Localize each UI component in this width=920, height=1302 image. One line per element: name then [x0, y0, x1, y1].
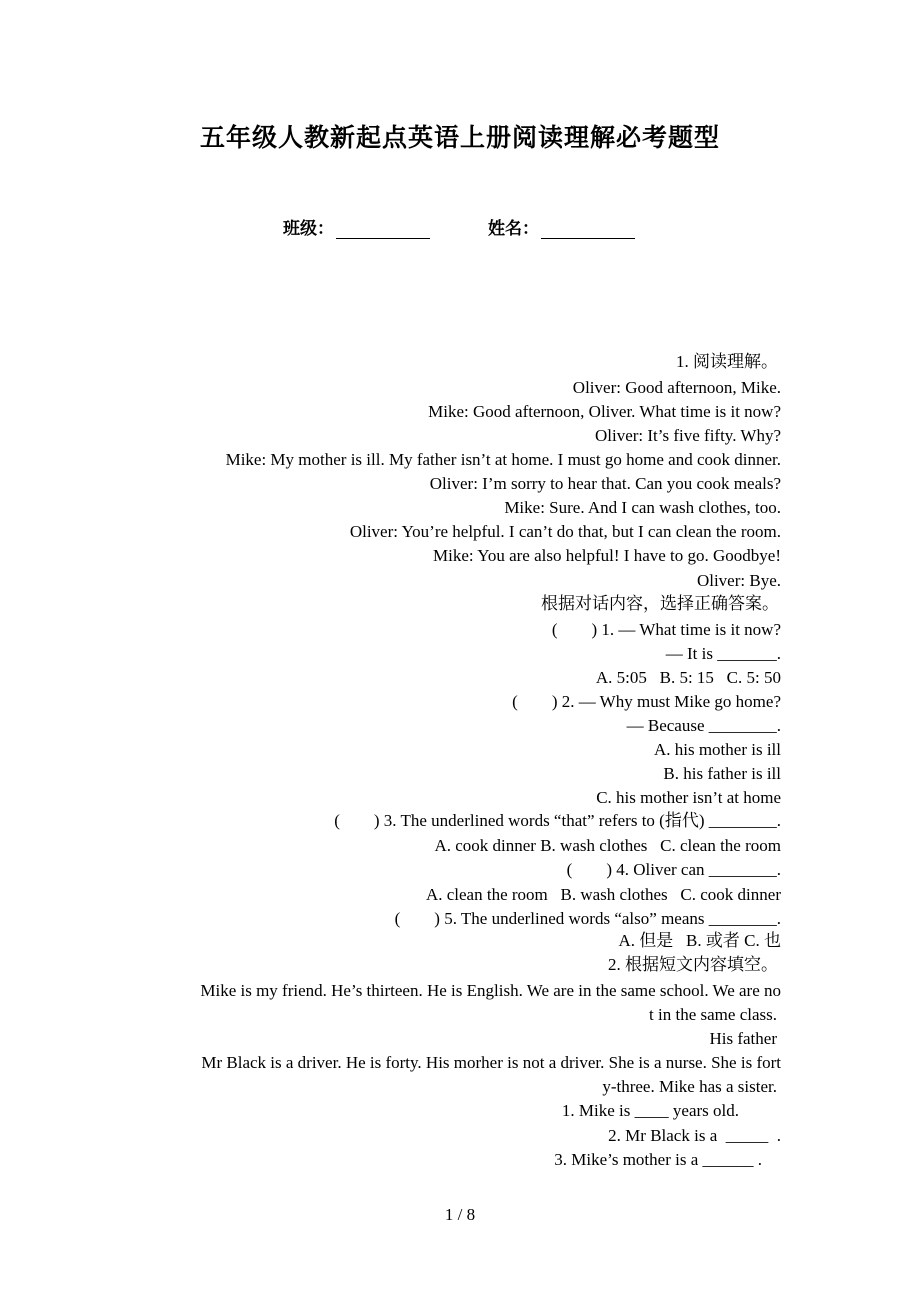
- question: ( ) 1. — What time is it now?: [551, 620, 781, 639]
- name-field: [488, 214, 635, 239]
- passage-line: Mike is my friend. He’s thirteen. He is English. We are in the same school. We are no: [200, 981, 781, 1000]
- question-options: A. 5:05 B. 5: 15 C. 5: 50: [595, 668, 781, 687]
- name-blank: [541, 222, 635, 239]
- question-line: — Because ________.: [626, 716, 781, 735]
- section-heading: 2. 根据短文内容填空。: [608, 955, 778, 974]
- question: ( ) 2. — Why must Mike go home?: [512, 692, 781, 711]
- passage-line: y-three. Mike has a sister.: [602, 1077, 777, 1096]
- dialogue-line: Mike: Sure. And I can wash clothes, too.: [504, 498, 781, 517]
- dialogue-line: Oliver: It’s five fifty. Why?: [594, 426, 781, 445]
- dialogue-line: Oliver: I’m sorry to hear that. Can you cook meals?: [429, 474, 781, 493]
- class-label: 班级：: [283, 219, 334, 238]
- passage-line: t in the same class.: [649, 1005, 777, 1024]
- dialogue-line: Oliver: Bye.: [696, 571, 781, 590]
- fill-blank-question: 1. Mike is ____ years old.: [561, 1101, 739, 1120]
- passage-line: His father: [709, 1029, 777, 1048]
- dialogue-line: Mike: Good afternoon, Oliver. What time is it now?: [428, 402, 781, 421]
- question-option: A. his mother is ill: [653, 740, 781, 759]
- dialogue-line: Oliver: Good afternoon, Mike.: [572, 378, 781, 397]
- class-field: [283, 214, 430, 239]
- fill-blank-question: 2. Mr Black is a _____ .: [608, 1126, 781, 1145]
- instruction: 根据对话内容，选择正确答案。: [541, 594, 779, 613]
- class-blank: [336, 222, 430, 239]
- section-heading: 1. 阅读理解。: [676, 352, 778, 371]
- question-line: — It is _______.: [665, 644, 781, 663]
- document-title: 五年级人教新起点英语上册阅读理解必考题型: [199, 125, 720, 152]
- name-label: 姓名：: [488, 219, 539, 238]
- question-option: B. his father is ill: [663, 764, 781, 783]
- fill-blank-question: 3. Mike’s mother is a ______ .: [554, 1150, 762, 1169]
- question-options: A. 但是 B. 或者 C. 也: [618, 931, 781, 950]
- passage-line: Mr Black is a driver. He is forty. His morher is not a driver. She is a nurse. She is fort: [201, 1053, 781, 1072]
- question-options: A. cook dinner B. wash clothes C. clean the room: [434, 836, 781, 855]
- question: ( ) 4. Oliver can ________.: [566, 860, 781, 879]
- dialogue-line: Mike: My mother is ill. My father isn’t at home. I must go home and cook dinner.: [225, 450, 781, 469]
- question-options: A. clean the room B. wash clothes C. cook dinner: [425, 885, 781, 904]
- question-option: C. his mother isn’t at home: [596, 788, 781, 807]
- question: ( ) 5. The underlined words “also” means ________.: [394, 909, 781, 928]
- question: ( ) 3. The underlined words “that” refers to (指代) ________.: [334, 811, 781, 830]
- dialogue-line: Mike: You are also helpful! I have to go. Goodbye!: [433, 546, 781, 565]
- page-number: 1 / 8: [444, 1205, 476, 1224]
- dialogue-line: Oliver: You’re helpful. I can’t do that, but I can clean the room.: [349, 522, 781, 541]
